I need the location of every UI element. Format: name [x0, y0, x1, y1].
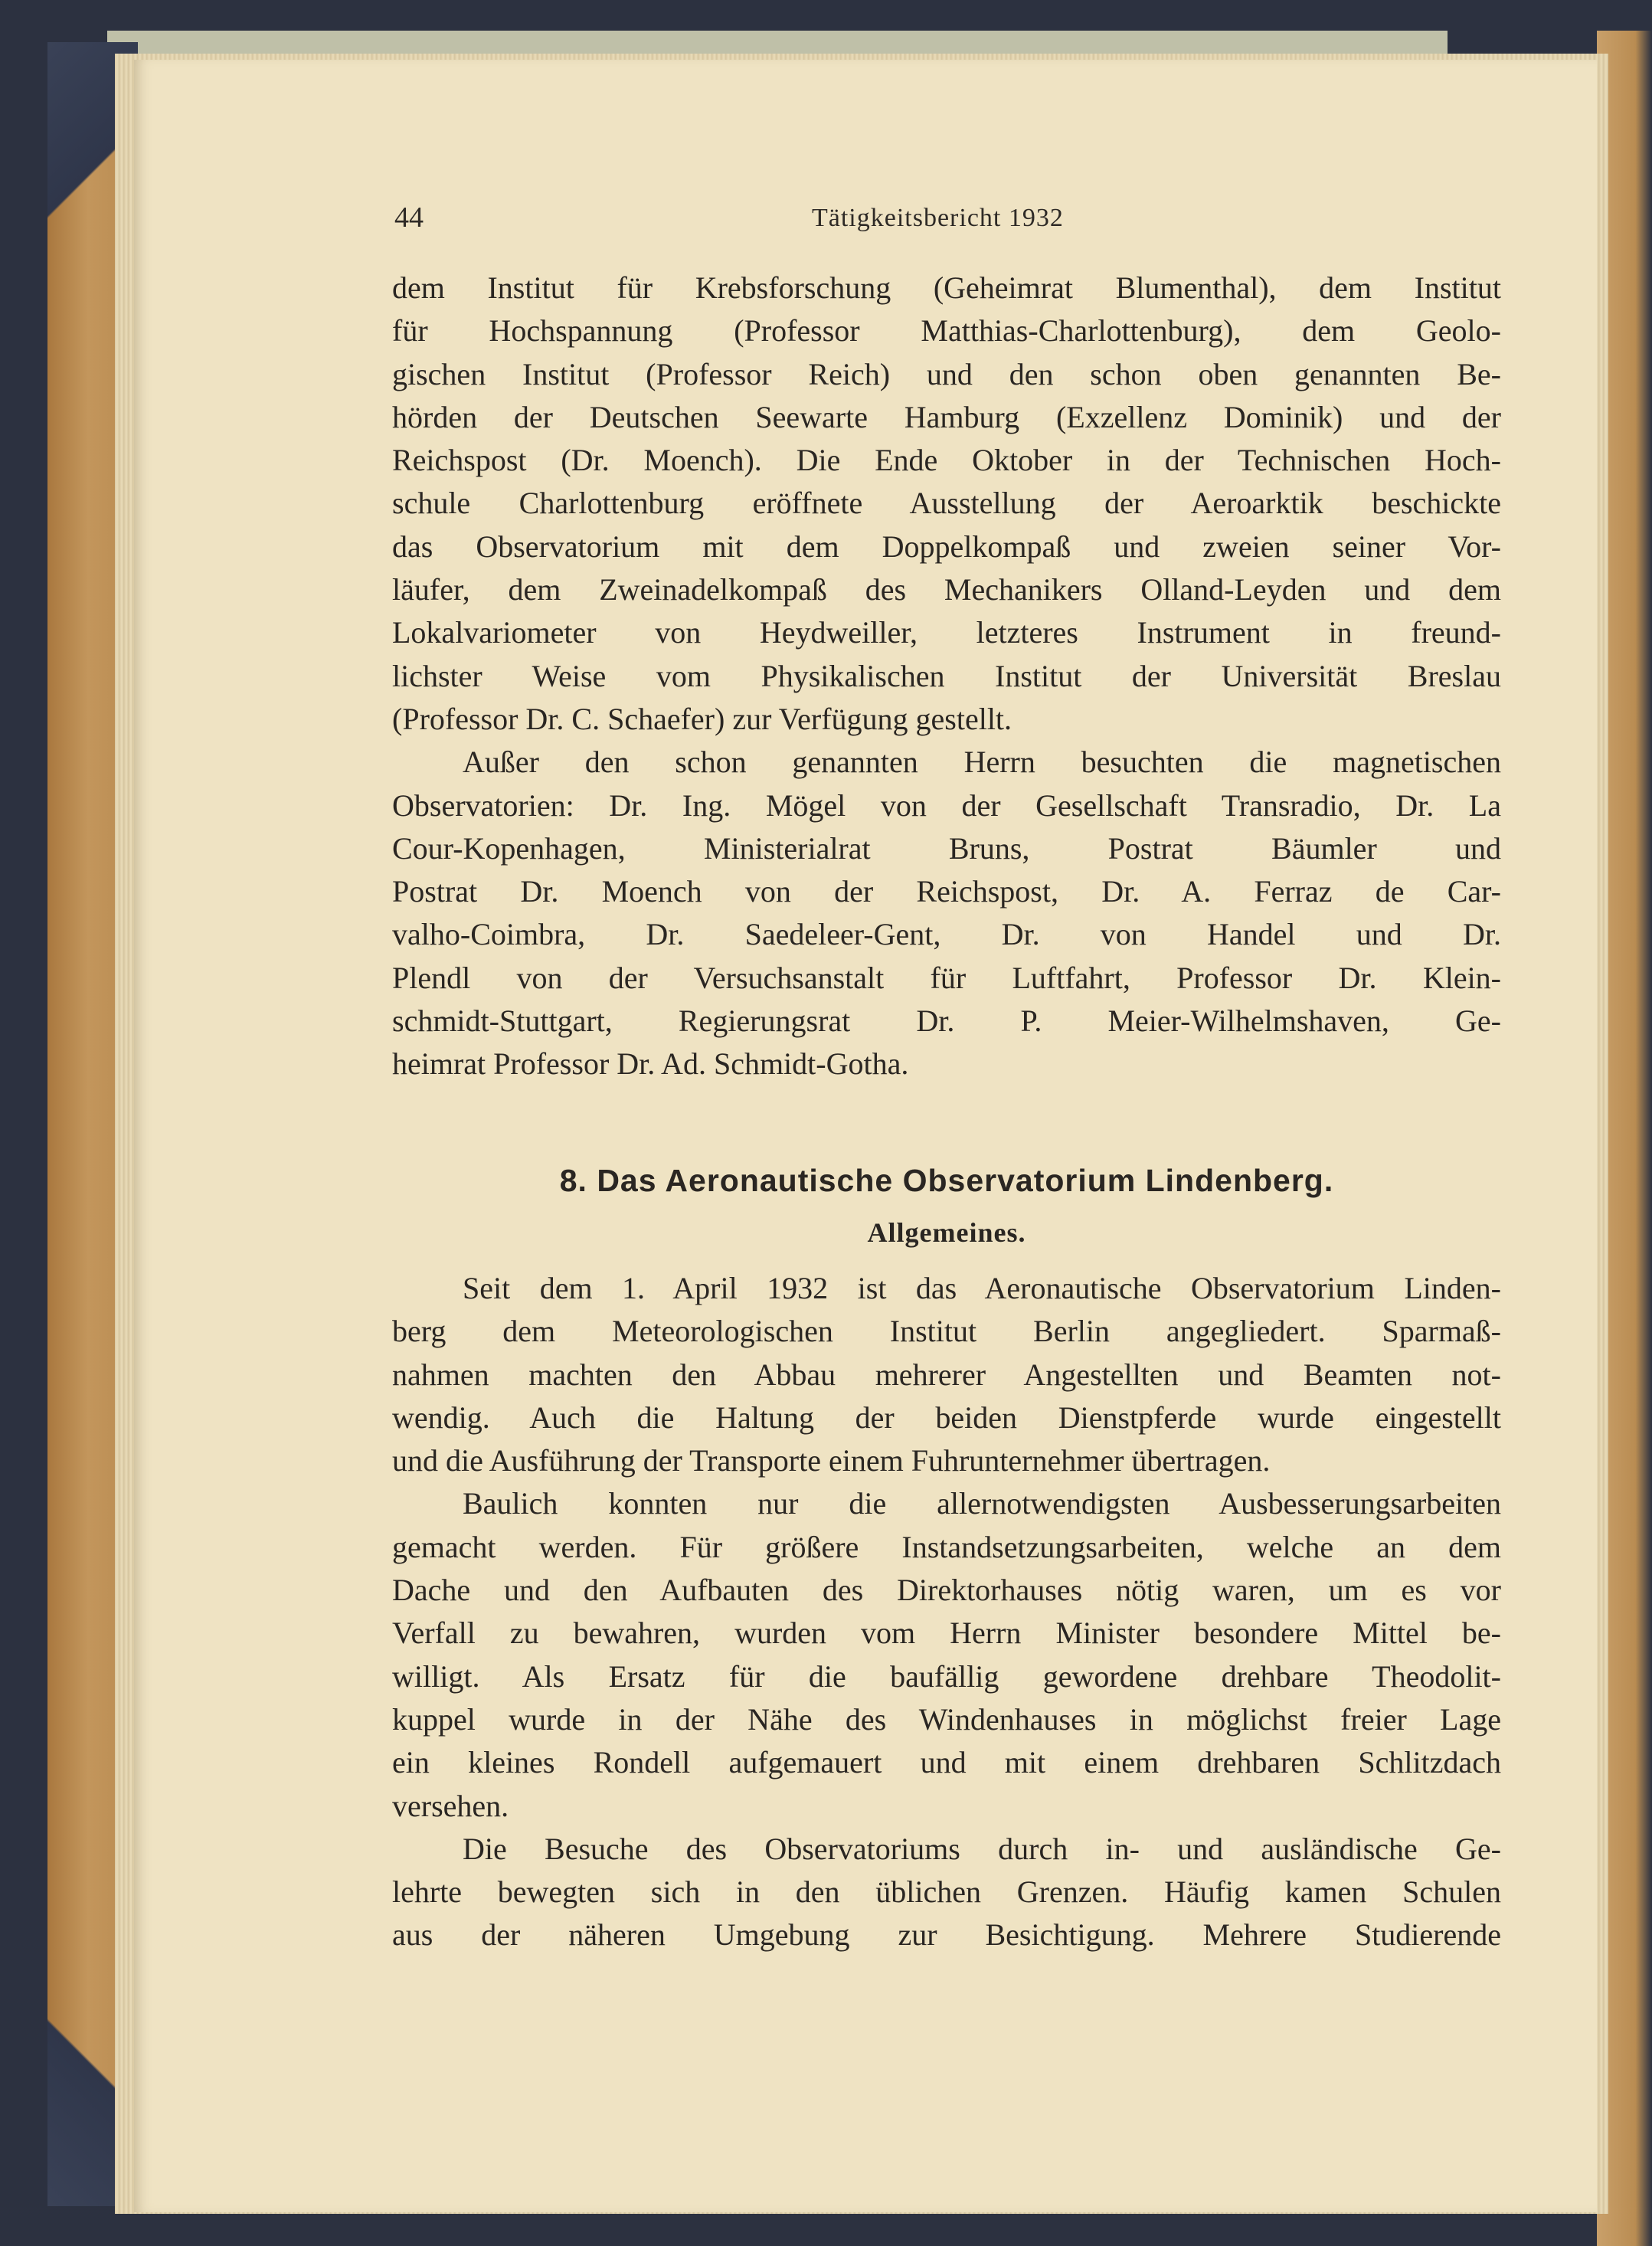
text-line: hörden der Deutschen Seewarte Hamburg (Exzellenz Dominik) und der	[392, 399, 1501, 434]
text-line: Postrat Dr. Moench von der Reichspost, Dr. A. Ferraz de Car-	[392, 874, 1501, 909]
text-line: aus der näheren Umgebung zur Besichtigung. Mehrere Studierende	[392, 1917, 1501, 1953]
text-line: valho-Coimbra, Dr. Saedeleer-Gent, Dr. von Handel und Dr.	[392, 917, 1501, 952]
text-line: und die Ausführung der Transporte einem Fuhrunternehmer übertragen.	[392, 1443, 1271, 1478]
text-line: nahmen machten den Abbau mehrerer Angestellten und Beamten not-	[392, 1357, 1501, 1392]
running-head	[394, 201, 1505, 247]
text-line: willigt. Als Ersatz für die baufällig gewordene drehbare Theodolit-	[392, 1658, 1501, 1694]
section-heading: 8. Das Aeronautische Observatorium Lindenberg.	[559, 1163, 1334, 1198]
text-line: wendig. Auch die Haltung der beiden Dienstpferde wurde eingestellt	[392, 1400, 1501, 1435]
text-line: dem Institut für Krebsforschung (Geheimrat Blumenthal), dem Institut	[392, 270, 1501, 305]
text-line: kuppel wurde in der Nähe des Windenhauses in möglichst freier Lage	[392, 1701, 1501, 1737]
text-line: versehen.	[392, 1788, 509, 1823]
text-line: berg dem Meteorologischen Institut Berlin angegliedert. Sparmaß-	[392, 1314, 1501, 1349]
section-subheading: Allgemeines.	[867, 1217, 1026, 1248]
text-line: das Observatorium mit dem Doppelkompaß und zweien seiner Vor-	[392, 529, 1501, 564]
page-number: 44	[394, 201, 424, 234]
text-line: schmidt-Stuttgart, Regierungsrat Dr. P. Meier-Wilhelmshaven, Ge-	[392, 1003, 1501, 1039]
text-line: gischen Institut (Professor Reich) und den schon oben genannten Be-	[392, 356, 1501, 391]
text-line: Die Besuche des Observatoriums durch in- und ausländische Ge-	[463, 1831, 1501, 1866]
running-title: Tätigkeitsbericht 1932	[812, 204, 1064, 232]
text-line: Außer den schon genannten Herrn besuchten die magnetischen	[463, 745, 1501, 780]
text-line: Cour-Kopenhagen, Ministerialrat Bruns, Postrat Bäumler und	[392, 830, 1501, 866]
text-line: Observatorien: Dr. Ing. Mögel von der Gesellschaft Transradio, Dr. La	[392, 787, 1501, 823]
paragraph-block-2	[392, 1267, 1501, 1957]
text-line: Reichspost (Dr. Moench). Die Ende Oktober in der Technischen Hoch-	[392, 443, 1501, 478]
text-line: Lokalvariometer von Heydweiller, letzteres Instrument in freund-	[392, 615, 1501, 650]
text-line: Verfall zu bewahren, wurden vom Herrn Minister besondere Mittel be-	[392, 1616, 1501, 1651]
paragraph-block-1	[392, 267, 1501, 1086]
text-line: schule Charlottenburg eröffnete Ausstellung der Aeroarktik beschickte	[392, 486, 1501, 521]
text-line: gemacht werden. Für größere Instandsetzungsarbeiten, welche an dem	[392, 1529, 1501, 1564]
text-line: lehrte bewegten sich in den üblichen Grenzen. Häufig kamen Schulen	[392, 1874, 1501, 1910]
text-line: (Professor Dr. C. Schaefer) zur Verfügung gestellt.	[392, 701, 1012, 736]
text-line: lichster Weise vom Physikalischen Institut der Universität Breslau	[392, 658, 1501, 693]
text-line: ein kleines Rondell aufgemauert und mit einem drehbaren Schlitzdach	[392, 1745, 1501, 1780]
text-line: Dache und den Aufbauten des Direktorhauses nötig waren, um es vor	[392, 1573, 1501, 1608]
text-line: Seit dem 1. April 1932 ist das Aeronautische Observatorium Linden-	[463, 1271, 1501, 1305]
text-line: läufer, dem Zweinadelkompaß des Mechanikers Olland-Leyden und dem	[392, 572, 1501, 607]
text-line: für Hochspannung (Professor Matthias-Charlottenburg), dem Geolo-	[392, 313, 1501, 349]
text-line: Baulich konnten nur die allernotwendigsten Ausbesserungsarbeiten	[463, 1486, 1501, 1521]
text-line: Plendl von der Versuchsanstalt für Luftfahrt, Professor Dr. Klein-	[392, 960, 1501, 995]
text-line: heimrat Professor Dr. Ad. Schmidt-Gotha.	[392, 1046, 909, 1082]
